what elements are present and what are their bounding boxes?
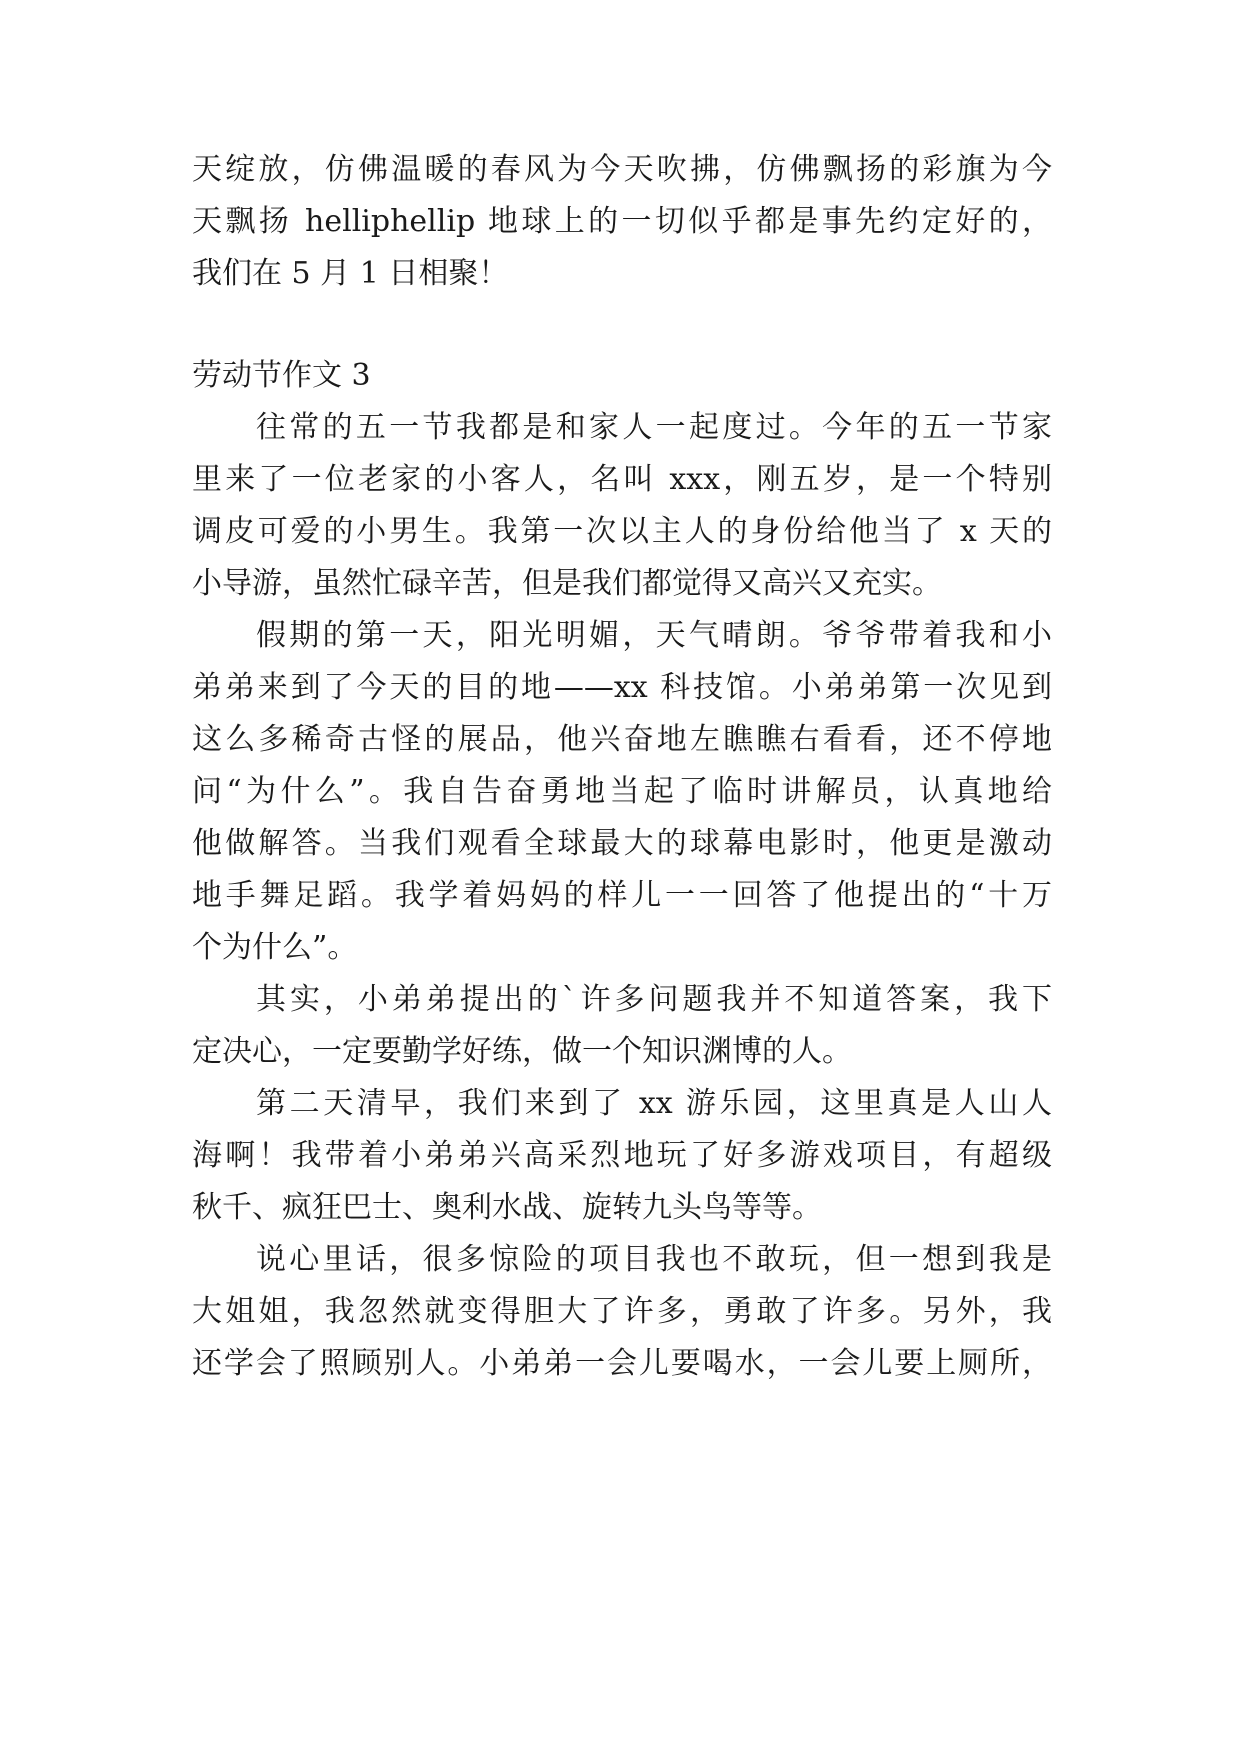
text-line: 还学会了照顾别人。小弟弟一会儿要喝水，一会儿要上厕所，: [192, 1346, 1052, 1381]
text-line: 海啊！我带着小弟弟兴高采烈地玩了好多游戏项目，有超级: [192, 1138, 1052, 1173]
text-line: 大姐姐，我忽然就变得胆大了许多，勇敢了许多。另外，我: [192, 1294, 1052, 1329]
text-line: 我们在 5 月 1 日相聚！: [192, 256, 509, 291]
text-line: 地手舞足蹈。我学着妈妈的样儿一一回答了他提出的“十万: [192, 878, 1052, 913]
text-line: 个为什么”。: [192, 930, 358, 965]
text-line: 问“为什么”。我自告奋勇地当起了临时讲解员，认真地给: [192, 774, 1052, 809]
text-line: 往常的五一节我都是和家人一起度过。今年的五一节家: [256, 410, 1052, 445]
text-line: 定决心，一定要勤学好练，做一个知识渊博的人。: [192, 1034, 852, 1069]
text-line: 秋千、疯狂巴士、奥利水战、旋转九头鸟等等。: [192, 1190, 822, 1225]
text-line: 天飘扬 helliphellip 地球上的一切似乎都是事先约定好的，: [192, 204, 1052, 239]
text-line: 调皮可爱的小男生。我第一次以主人的身份给他当了 x 天的: [192, 514, 1052, 549]
text-line: 弟弟来到了今天的目的地——xx 科技馆。小弟弟第一次见到: [192, 670, 1052, 705]
text-line: 假期的第一天，阳光明媚，天气晴朗。爷爷带着我和小: [256, 618, 1052, 653]
text-line: 里来了一位老家的小客人，名叫 xxx，刚五岁，是一个特别: [192, 462, 1052, 497]
text-line: 说心里话，很多惊险的项目我也不敢玩，但一想到我是: [256, 1242, 1052, 1277]
text-line: 他做解答。当我们观看全球最大的球幕电影时，他更是激动: [192, 826, 1052, 861]
section-title: 劳动节作文 3: [192, 358, 371, 393]
text-line: 第二天清早，我们来到了 xx 游乐园，这里真是人山人: [256, 1086, 1052, 1121]
text-line: 小导游，虽然忙碌辛苦，但是我们都觉得又高兴又充实。: [192, 566, 942, 601]
text-line: 这么多稀奇古怪的展品，他兴奋地左瞧瞧右看看，还不停地: [192, 722, 1052, 757]
text-line: 天绽放，仿佛温暖的春风为今天吹拂，仿佛飘扬的彩旗为今: [192, 152, 1052, 187]
text-line: 其实，小弟弟提出的`许多问题我并不知道答案，我下: [256, 982, 1052, 1017]
